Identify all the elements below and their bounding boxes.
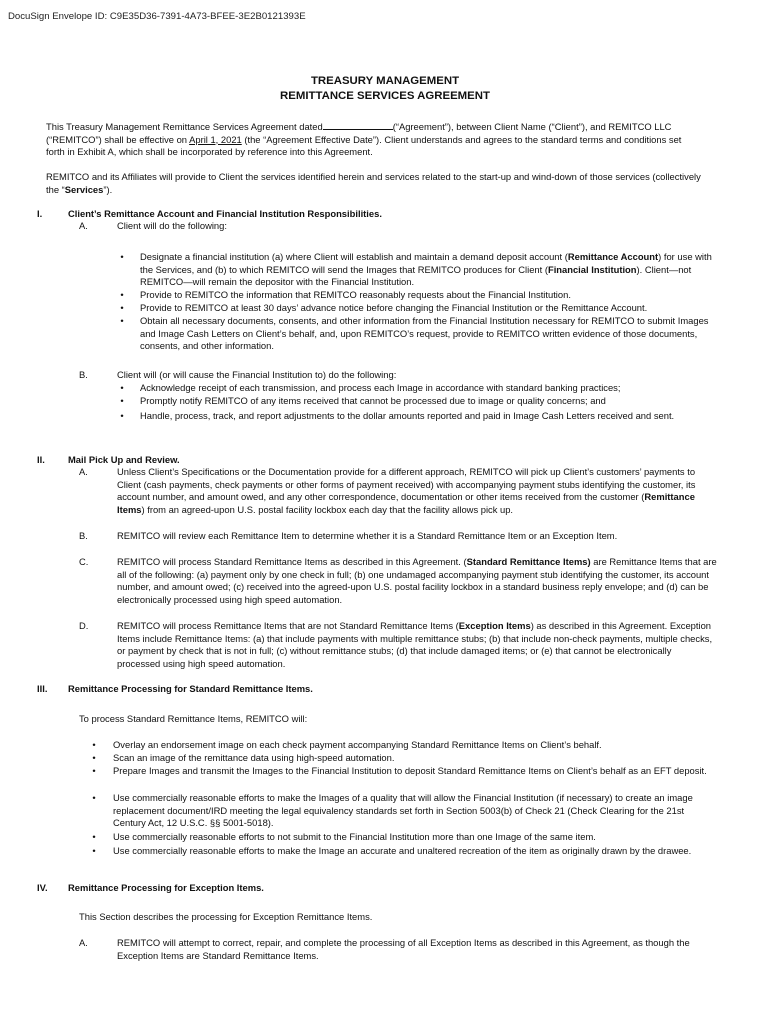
- section-3-number: III.: [37, 683, 48, 694]
- section-1b-text: Client will (or will cause the Financial Institution to) do the following:: [117, 369, 397, 380]
- services-term: Services: [64, 183, 104, 195]
- section-2-heading: Mail Pick Up and Review.: [68, 454, 180, 465]
- section-1b-letter: B.: [79, 369, 88, 380]
- section-1b-bullet-2: Promptly notify REMITCO of any items received that cannot be processed due to image or quality concerns; and: [140, 395, 606, 406]
- intro-text-1: This Treasury Management Remittance Services Agreement dated: [46, 121, 323, 132]
- section-3-intro: To process Standard Remittance Items, REMITCO will:: [79, 713, 308, 724]
- section-2a-text: [117, 466, 717, 516]
- exception-items-term: Exception Items: [458, 620, 531, 631]
- intro-paragraph: [46, 120, 686, 159]
- bullet-icon: •: [92, 845, 96, 856]
- section-1a-bullet-2: Provide to REMITCO the information that REMITCO reasonably requests about the Financial Institution.: [140, 289, 571, 300]
- bullet-icon: •: [92, 792, 96, 803]
- section-2d-letter: D.: [79, 620, 89, 631]
- intro2-text-1: REMITCO and its Affiliates will provide to Client the services identified herein and services related to the start-up and wind-down of those services (collectively the “: [46, 171, 701, 195]
- section-2d-text: [117, 620, 717, 670]
- section-3-bullet-2: Scan an image of the remittance data using high-speed automation.: [113, 752, 395, 763]
- bullet-icon: •: [120, 395, 124, 406]
- paragraph-text: Unless Client’s Specifications or the Documentation provide for a different approach, REMITCO will pick up Client’s customers’ payments to Client (cash payments, check payments or other forms of payment received) with accompanying payment stubs identifying the customer, its account number, and amount owed, and any other correspondence, documentation or other items received from the customer (: [117, 466, 696, 503]
- section-2c-text: [117, 556, 717, 606]
- paragraph-text: REMITCO will process Standard Remittance Items as described in this Agreement. (: [117, 556, 467, 567]
- section-1a-text: Client will do the following:: [117, 220, 227, 231]
- section-3-bullet-1: Overlay an endorsement image on each check payment accompanying Standard Remittance Items on Client’s behalf.: [113, 739, 602, 750]
- bullet-text: ). Client—not REMITCO—will remain the depositor with the Financial Institution.: [140, 263, 692, 288]
- intro-text-2: (“Agreement”), between Client Name (“Client”), and REMITCO LLC (“REMITCO”) shall be effective on: [46, 121, 672, 145]
- section-4-intro: This Section describes the processing for Exception Remittance Items.: [79, 911, 373, 922]
- bullet-text: ) for use with the Services, and (b) to which REMITCO will send the Images that REMITCO produces for Client (: [140, 251, 712, 275]
- section-2a-letter: A.: [79, 466, 88, 477]
- section-4-heading: Remittance Processing for Exception Items.: [68, 882, 264, 893]
- remittance-items-term: Remittance Items: [117, 491, 695, 515]
- bullet-icon: •: [120, 289, 124, 300]
- section-2b-letter: B.: [79, 530, 88, 541]
- section-3-heading: Remittance Processing for Standard Remittance Items.: [68, 683, 313, 694]
- paragraph-text: ) from an agreed-upon U.S. postal facility lockbox each day that the facility allows pick up.: [141, 503, 514, 515]
- bullet-text: Designate a financial institution (a) where Client will establish and maintain a demand deposit account (: [140, 251, 568, 262]
- bullet-icon: •: [120, 251, 124, 262]
- effective-date: April 1, 2021: [189, 133, 242, 145]
- bullet-icon: •: [120, 410, 124, 421]
- section-4-number: IV.: [37, 882, 48, 893]
- intro-text-3: (the “Agreement Effective Date”). Client understands and agrees to the standard terms and conditions set forth in Exhibit A, which shall be incorporated by reference into this Agreement.: [46, 133, 682, 158]
- intro2-text-2: ”).: [103, 183, 113, 195]
- envelope-id: DocuSign Envelope ID: C9E35D36-7391-4A73-BFEE-3E2B0121393E: [8, 11, 306, 22]
- section-3-bullet-4: Use commercially reasonable efforts to make the Images of a quality that will allow the Financial Institution (if necessary) to create an image replacement document/IRD meeting the legal equivalency standards set forth in Section 5003(b) of Check 21 (Check Clearing for the 21st Century Act, 12 U.S.C. §§ 5001-5018).: [113, 792, 693, 829]
- title-line-1: TREASURY MANAGEMENT: [310, 75, 460, 87]
- section-3-bullet-3: Prepare Images and transmit the Images to the Financial Institution to deposit Standard Remittance Items on Client’s behalf as an EFT deposit.: [113, 765, 707, 776]
- section-1a-bullet-1: [140, 251, 720, 289]
- section-1-heading: Client’s Remittance Account and Financial Institution Responsibilities.: [68, 208, 382, 219]
- bullet-icon: •: [92, 765, 96, 776]
- bullet-icon: •: [120, 315, 124, 326]
- section-4a-letter: A.: [79, 937, 88, 948]
- section-1-number: I.: [37, 208, 43, 219]
- paragraph-text: ) as described in this Agreement. Exception Items include Remittance Items: (a) that include payments with multiple remittance stubs; (b) that include non-check payments, multiple checks, or payment by check that is not in full; (c) without remittance stubs; (d) that include damaged items; or (e) that cannot be electronically processed using high speed automation.: [117, 620, 713, 669]
- section-2b-text: REMITCO will review each Remittance Item to determine whether it is a Standard Remittance Item or an Exception Item.: [117, 530, 618, 541]
- bullet-icon: •: [120, 302, 124, 313]
- section-1a-letter: A.: [79, 220, 88, 231]
- section-1b-bullet-3: Handle, process, track, and report adjustments to the dollar amounts reported and paid in Image Cash Letters received and sent.: [140, 410, 675, 421]
- remittance-account-term: Remittance Account: [567, 251, 659, 262]
- section-1a-bullet-4: Obtain all necessary documents, consents, and other information from the Financial Institution necessary for REMITCO to submit Images and Image Cash Letters on Client’s behalf, and, upon REMITCO’s request, provide to REMITCO written evidence of those documents, consents, and other information.: [140, 315, 709, 352]
- paragraph-text: REMITCO will process Remittance Items that are not Standard Remittance Items (: [117, 620, 459, 631]
- financial-institution-term: Financial Institution: [547, 263, 637, 275]
- section-2-number: II.: [37, 454, 45, 465]
- bullet-icon: •: [92, 831, 96, 842]
- section-1b-bullet-1: Acknowledge receipt of each transmission, and process each Image in accordance with standard banking practices;: [140, 382, 621, 393]
- intro-paragraph-2: [46, 171, 706, 196]
- section-1a-bullet-3: Provide to REMITCO at least 30 days’ advance notice before changing the Financial Institution or the Remittance Account.: [140, 302, 648, 313]
- bullet-icon: •: [120, 382, 124, 393]
- standard-remittance-items-term: Standard Remittance Items): [466, 556, 591, 567]
- paragraph-text: are Remittance Items that are all of the following: (a) payment only by one check in full; (b) one undamaged accompanying payment stub identifying the customer, its account number, and amount owed; (c) received into the agreed-upon U.S. postal facility lockbox in a standard business reply envelope; and (d) can be electronically processed using high speed automation.: [117, 556, 717, 605]
- title-line-2: REMITTANCE SERVICES AGREEMENT: [280, 90, 490, 102]
- section-3-bullet-5: Use commercially reasonable efforts to not submit to the Financial Institution more than one Image of the same item.: [113, 831, 596, 842]
- bullet-icon: •: [92, 752, 96, 763]
- section-2c-letter: C.: [79, 556, 89, 567]
- date-blank: [323, 120, 393, 130]
- section-3-bullet-6: Use commercially reasonable efforts to make the Image an accurate and unaltered recreation of the item as originally drawn by the drawee.: [113, 845, 692, 856]
- bullet-icon: •: [92, 739, 96, 750]
- section-4a-text: REMITCO will attempt to correct, repair, and complete the processing of all Exception Items as described in this Agreement, as though the Exception Items are Standard Remittance Items.: [117, 937, 690, 961]
